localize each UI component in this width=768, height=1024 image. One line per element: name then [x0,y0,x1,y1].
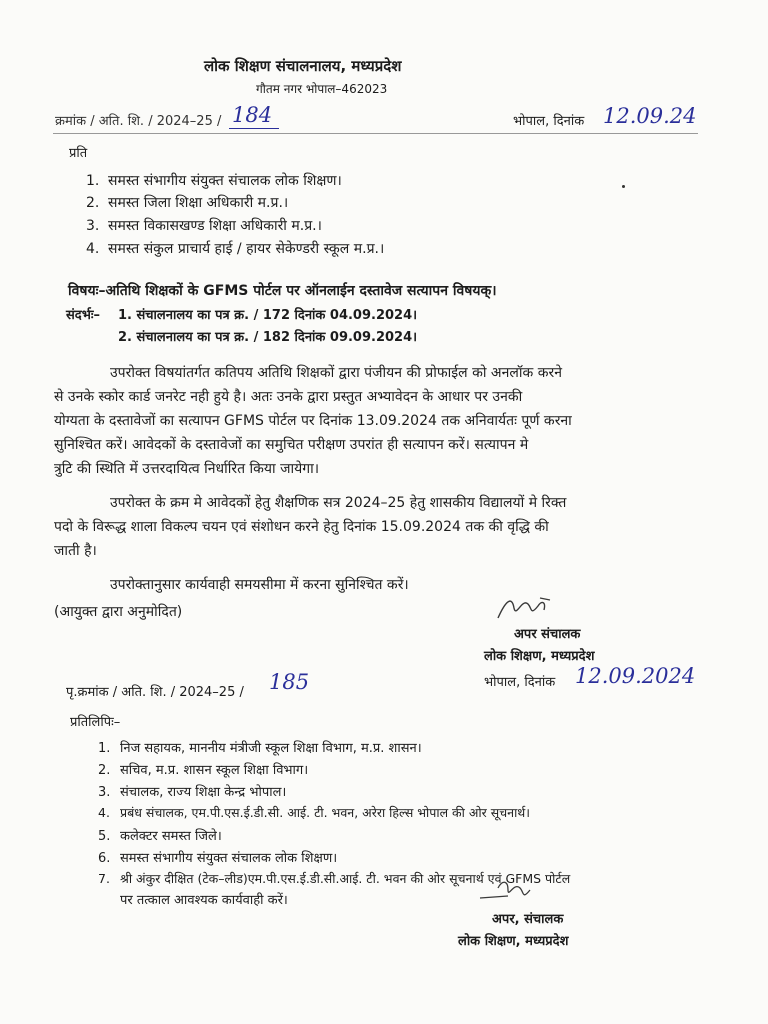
signatory-org: लोक शिक्षण, मध्यप्रदेश [484,649,595,664]
body-line: उपरोक्तानुसार कार्यवाही समयसीमा में करना सुनिश्चित करें। [110,577,409,593]
speck [622,185,625,188]
signatory-title: अपर संचालक [514,627,581,642]
body-line: पदो के विरूद्ध शाला विकल्प चयन एवं संशोधन करने हेतु दिनांक 15.09.2024 तक की वृद्धि की [54,519,549,535]
list-item: 3. संचालक, राज्य शिक्षा केन्द्र भोपाल। [98,785,287,800]
list-item: 4. समस्त संकुल प्राचार्य हाई / हायर सेकेण्डरी स्कूल म.प्र.। [86,241,385,257]
copy-label: प्रतिलिपिः– [70,715,121,730]
list-item: 2. सचिव, म.प्र. शासन स्कूल शिक्षा विभाग। [98,763,309,778]
reference-label: संदर्भः– [66,308,100,323]
letter-number: 184 [232,103,273,127]
body-line: योग्यता के दस्तावेजों का सत्यापन GFMS पोर्टल पर दिनांक 13.09.2024 तक अनिवार्यतः पूर्ण करना [54,413,572,429]
list-item: 3. समस्त विकासखण्ड शिक्षा अधिकारी म.प्र.। [86,218,322,234]
body-line: उपरोक्त विषयांतर्गत कतिपय अतिथि शिक्षकों द्वारा पंजीयन की प्रोफाईल को अनलॉक करने [110,365,562,381]
signature-1 [494,590,564,626]
letter-number-label: क्रमांक / अति. शि. / 2024–25 / [55,114,222,129]
list-item-continuation: पर तत्काल आवश्यक कार्यवाही करें। [120,893,288,908]
place-date-label: भोपाल, दिनांक [513,114,585,129]
endorsement-date: 12.09.2024 [575,664,696,688]
to-label: प्रति [69,146,88,161]
letter-date: 12.09.24 [603,104,697,128]
body-line: जाती है। [54,543,97,559]
signatory-org: लोक शिक्षण, मध्यप्रदेश [458,934,569,949]
signature-2 [478,876,548,906]
endorsement-place-label: भोपाल, दिनांक [484,675,556,690]
signatory-title: अपर, संचालक [492,912,564,927]
office-name: लोक शिक्षण संचालनालय, मध्यप्रदेश [204,57,402,75]
list-item: 6. समस्त संभागीय संयुक्त संचालक लोक शिक्षण। [98,851,338,866]
divider [53,133,698,134]
list-item: 2. समस्त जिला शिक्षा अधिकारी म.प्र.। [86,195,289,211]
number-underline [229,128,279,129]
body-line: से उनके स्कोर कार्ड जनरेट नही हुये है। अतः उनके द्वारा प्रस्तुत अभ्यावेदन के आधार पर उनकी [54,389,523,405]
body-line: उपरोक्त के क्रम मे आवेदकों हेतु शैक्षणिक सत्र 2024–25 हेतु शासकीय विद्यालयों मे रिक्त [110,495,567,511]
body-line: त्रुटि की स्थिति में उत्तरदायित्व निर्धारित किया जायेगा। [54,461,320,477]
list-item: 1. निज सहायक, माननीय मंत्रीजी स्कूल शिक्षा विभाग, म.प्र. शासन। [98,741,422,756]
endorsement-number: 185 [269,670,310,694]
office-address: गौतम नगर भोपाल–462023 [256,82,388,96]
list-item: 5. कलेक्टर समस्त जिले। [98,829,222,844]
endorsement-number-label: पृ.क्रमांक / अति. शि. / 2024–25 / [66,685,244,700]
list-item: 4. प्रबंध संचालक, एम.पी.एस.ई.डी.सी. आई. टी. भवन, अरेरा हिल्स भोपाल की ओर सूचनार्थ। [98,805,531,820]
reference-item: 2. संचालनालय का पत्र क्र. / 182 दिनांक 09.09.2024। [118,330,418,345]
list-item: 1. समस्त संभागीय संयुक्त संचालक लोक शिक्षण। [86,173,342,189]
approval-note: (आयुक्त द्वारा अनुमोदित) [54,604,183,620]
subject-line: विषयः–अतिथि शिक्षकों के GFMS पोर्टल पर ऑनलाईन दस्तावेज सत्यापन विषयक्। [68,283,497,299]
reference-item: 1. संचालनालय का पत्र क्र. / 172 दिनांक 04.09.2024। [118,308,418,323]
list-item: 7. श्री अंकुर दीक्षित (टेक–लीड)एम.पी.एस.ई.डी.सी.आई. टी. भवन की ओर सूचनार्थ एवं GFMS पोर्टल [98,871,571,886]
body-line: सुनिश्चित करें। आवेदकों के दस्तावेजों का समुचित परीक्षण उपरांत ही सत्यापन करें। सत्यापन मे [54,437,529,453]
